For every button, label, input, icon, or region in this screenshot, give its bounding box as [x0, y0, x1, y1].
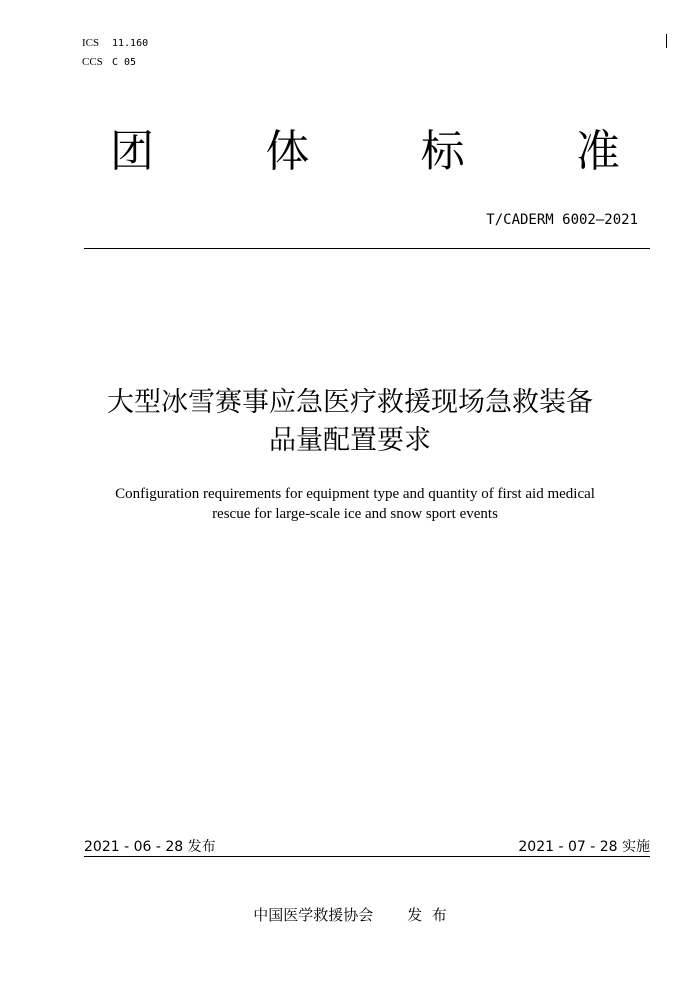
ics-code: [82, 34, 148, 53]
title-en-line1: Configuration requirements for equipment type and quantity of first aid medical: [115, 486, 595, 502]
corner-mark: [666, 34, 667, 48]
ics-label: ICS: [82, 37, 100, 49]
ccs-value: C 05: [112, 57, 137, 68]
standard-type-char: 标: [420, 126, 465, 177]
title-zh-line1: 大型冰雪赛事应急医疗救援现场急救装备: [107, 387, 593, 418]
publisher-action: 发 布: [407, 906, 447, 924]
standard-type-char: 准: [575, 126, 620, 177]
publisher-name: 中国医学救援协会: [253, 906, 374, 924]
ics-value: 11.160: [112, 38, 149, 49]
standard-type-title: [110, 122, 620, 182]
implementation-date: 2021 - 07 - 28 实施: [518, 839, 650, 855]
ccs-code: [82, 53, 148, 72]
bottom-divider: [84, 856, 650, 857]
title-zh-line2: 品量配置要求: [269, 425, 431, 456]
top-divider: [84, 248, 650, 249]
publisher: [0, 904, 700, 925]
document-title-zh: [0, 384, 700, 460]
standard-type-char: 体: [265, 126, 310, 177]
document-title-en: [60, 484, 650, 524]
standard-type-char: 团: [110, 126, 154, 177]
ccs-label: CCS: [82, 56, 103, 68]
issue-date: 2021 - 06 - 28 发布: [84, 839, 216, 855]
standard-number: T/CADERM 6002—2021: [486, 212, 638, 228]
title-en-line2: rescue for large-scale ice and snow sport events: [212, 506, 498, 522]
classification-codes: [82, 34, 148, 72]
